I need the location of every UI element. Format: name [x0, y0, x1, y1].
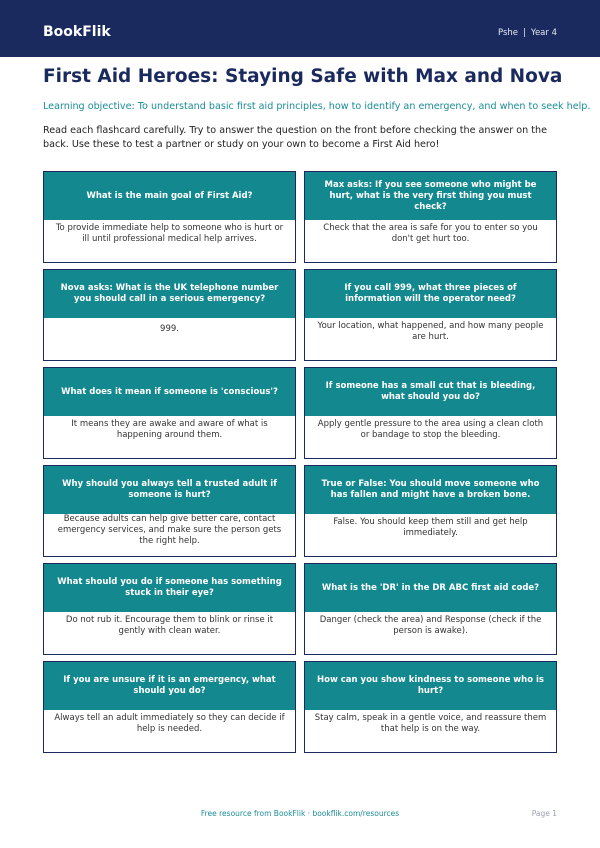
flashcard-answer: Do not rub it. Encourage them to blink or rinse it gently with clean water.: [65, 615, 274, 636]
flashcard-question: What does it mean if someone is 'conscious'?: [44, 368, 295, 416]
flashcard: [304, 171, 557, 263]
flashcard: [43, 269, 296, 361]
flashcard-answer: Check that the area is safe for you to enter so you don't get hurt too.: [323, 223, 538, 244]
flashcard-answer: Always tell an adult immediately so they can decide if help is needed.: [54, 713, 285, 734]
flashcard: [304, 661, 557, 753]
intro-text: Read each flashcard carefully. Try to answer the question on the front before checking the answer on the back. Use these to test a partner or study on your own to become a First Aid hero!: [43, 125, 547, 150]
flashcard-answer: Because adults can help give better care, contact emergency services, and make sure the person gets the right help.: [57, 514, 282, 546]
flashcard-answer: Your location, what happened, and how many people are hurt.: [317, 321, 544, 342]
brand-logo[interactable]: BookFlik: [43, 24, 111, 40]
subject-label: Pshe: [497, 28, 519, 38]
page-title: First Aid Heroes: Staying Safe with Max and Nova: [43, 66, 563, 87]
flashcard-question: If you are unsure if it is an emergency, what should you do?: [44, 662, 295, 710]
footer-link[interactable]: Free resource from BookFlik · bookflik.com/resources: [200, 809, 400, 818]
subject-year: [498, 28, 557, 38]
flashcard: [43, 661, 296, 753]
flashcard-question: Why should you always tell a trusted adult if someone is hurt?: [44, 466, 295, 514]
flashcard-question: How can you show kindness to someone who is hurt?: [305, 662, 556, 710]
flashcard-answer: It means they are awake and aware of what is happening around them.: [71, 419, 268, 440]
flashcard-question: What is the 'DR' in the DR ABC first aid code?: [305, 564, 556, 612]
flashcard: [304, 563, 557, 655]
flashcard-question: True or False: You should move someone who has fallen and might have a broken bone.: [305, 466, 556, 514]
flashcard-answer: Danger (check the area) and Response (check if the person is awake).: [319, 615, 542, 636]
year-label: Year 4: [530, 28, 557, 38]
flashcard: [304, 269, 557, 361]
flashcard-question: If you call 999, what three pieces of information will the operator need?: [305, 270, 556, 318]
flashcard-question: If someone has a small cut that is bleeding, what should you do?: [305, 368, 556, 416]
page-number: Page 1: [531, 809, 557, 818]
flashcard: [43, 367, 296, 459]
flashcard-answer: 999.: [160, 324, 179, 334]
flashcard-answer: False. You should keep them still and get help immediately.: [333, 517, 528, 538]
flashcard: [43, 465, 296, 557]
flashcard-question: What is the main goal of First Aid?: [44, 172, 295, 220]
flashcard-question: What should you do if someone has something stuck in their eye?: [44, 564, 295, 612]
flashcard: [304, 465, 557, 557]
flashcard-answer: Apply gentle pressure to the area using a clean cloth or bandage to stop the bleeding.: [317, 419, 544, 440]
flashcard-answer: To provide immediate help to someone who is hurt or ill until professional medical help arrives.: [55, 223, 284, 244]
flashcard-answer: Stay calm, speak in a gentle voice, and reassure them that help is on the way.: [314, 713, 547, 734]
flashcard-question: Max asks: If you see someone who might be hurt, what is the very first thing you must check?: [305, 172, 556, 220]
flashcard: [43, 563, 296, 655]
separator: |: [523, 28, 526, 38]
learning-objective: Learning objective: To understand basic first aid principles, how to identify an emergency, and when to seek help.: [43, 101, 591, 112]
page-header: [0, 0, 600, 57]
flashcard: [43, 171, 296, 263]
flashcard: [304, 367, 557, 459]
flashcard-question: Nova asks: What is the UK telephone number you should call in a serious emergency?: [44, 270, 295, 318]
